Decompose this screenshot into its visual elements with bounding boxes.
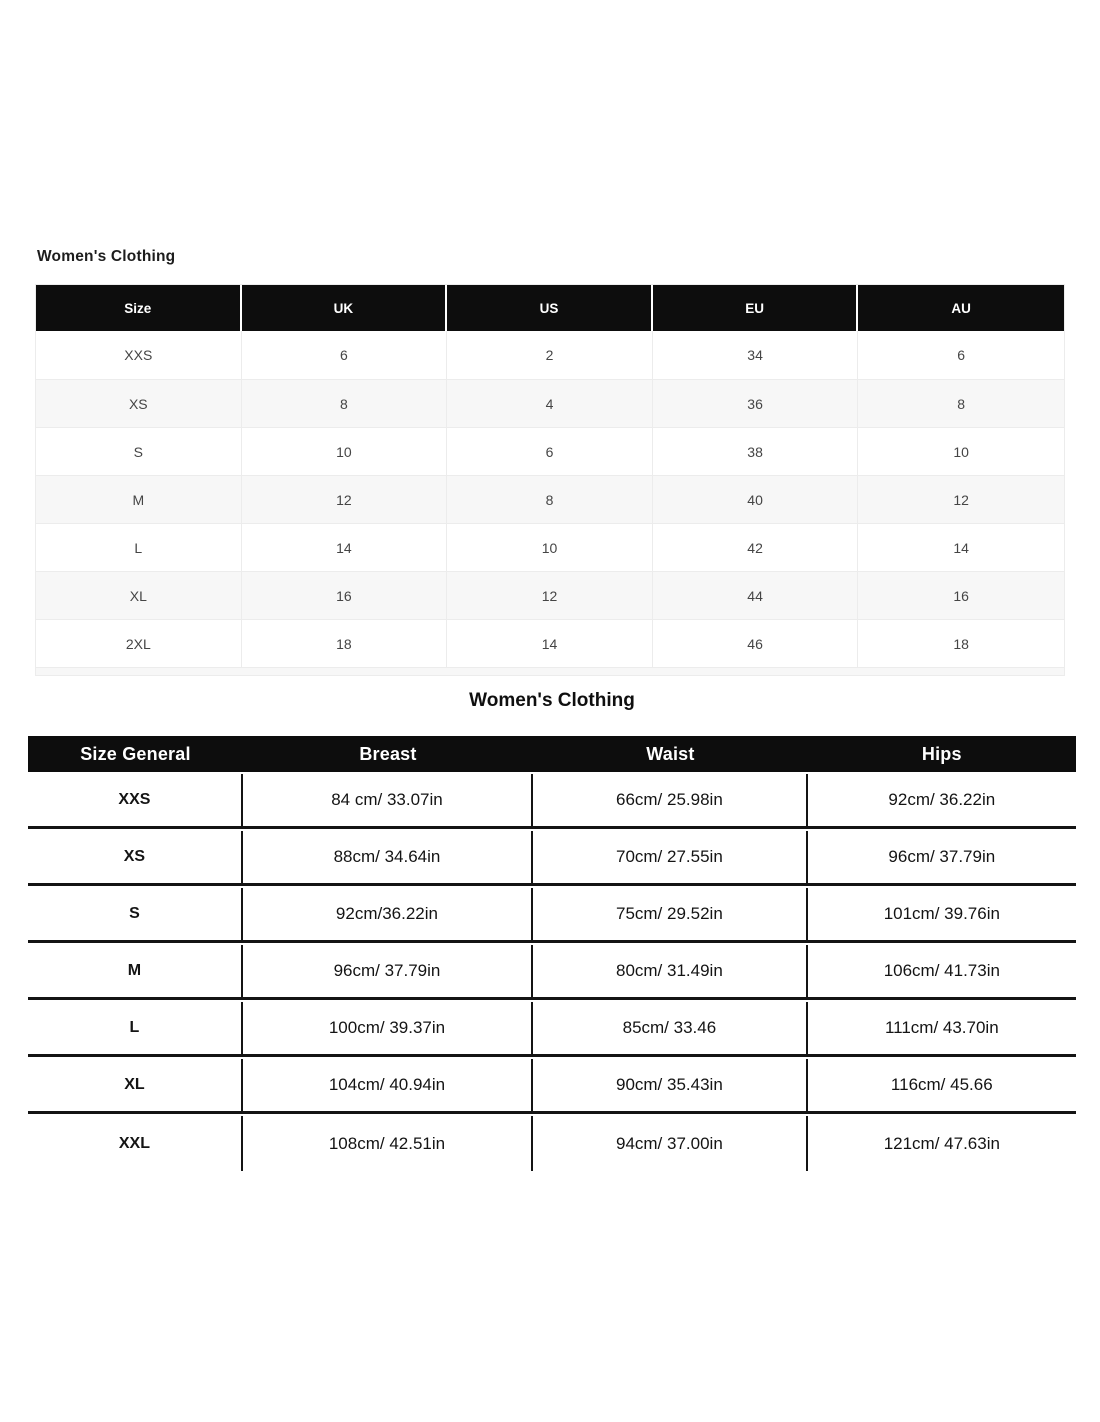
measurement-value: 75cm/ 29.52in	[533, 888, 808, 940]
measurement-value: 88cm/ 34.64in	[243, 831, 533, 883]
measurement-value: 100cm/ 39.37in	[243, 1002, 533, 1054]
size-value: 16	[242, 572, 448, 619]
measurement-value: 96cm/ 37.79in	[243, 945, 533, 997]
size-label: 2XL	[36, 620, 242, 667]
table1-row-l	[36, 523, 1064, 571]
size-value: 10	[447, 524, 653, 571]
table1-row-xxs	[36, 331, 1064, 379]
table1-row-2xl	[36, 619, 1064, 667]
size-value: 8	[957, 395, 966, 412]
table1-row-m	[36, 475, 1064, 523]
measurement-value: 85cm/ 33.46	[533, 1002, 808, 1054]
measurement-value: 121cm/ 47.63in	[883, 1133, 1000, 1153]
size-value: 14	[242, 524, 448, 571]
measurement-value: 92cm/ 36.22in	[888, 790, 996, 809]
international-size-table	[35, 284, 1065, 676]
table1-caption: Women's Clothing	[37, 248, 176, 265]
table2-row-xxl	[28, 1116, 1076, 1171]
table1-header-row	[36, 285, 1064, 331]
measurement-table	[28, 736, 1076, 1171]
size-value: 46	[653, 620, 859, 667]
size-value: 4	[447, 380, 653, 427]
size-value: 12	[447, 572, 653, 619]
size-label: XXL	[28, 1116, 243, 1171]
table2-row-xl	[28, 1059, 1076, 1114]
size-label: L	[36, 524, 242, 571]
size-label: XL	[36, 572, 242, 619]
table2-column-header-hips: Hips	[921, 743, 962, 764]
size-value: 14	[953, 539, 969, 556]
table2-row-xxs	[28, 774, 1076, 829]
size-label: XS	[36, 380, 242, 427]
measurement-value: 70cm/ 27.55in	[533, 831, 808, 883]
size-value: 44	[653, 572, 859, 619]
size-label: XXS	[28, 774, 243, 826]
table2-body	[28, 774, 1076, 1171]
table1-row-xl	[36, 571, 1064, 619]
table2-row-xs	[28, 831, 1076, 886]
measurement-value: 106cm/ 41.73in	[883, 961, 1000, 980]
measurement-value: 94cm/ 37.00in	[533, 1116, 808, 1171]
size-label: S	[36, 428, 242, 475]
table2-column-header-size-general: Size General	[80, 743, 191, 764]
size-label: XS	[28, 831, 243, 883]
size-label: M	[28, 945, 243, 997]
size-value: 6	[242, 331, 448, 379]
table1-column-header-uk: UK	[242, 285, 448, 331]
size-label: S	[28, 888, 243, 940]
table1-column-header-size: Size	[36, 285, 242, 331]
table1-row-xs	[36, 379, 1064, 427]
table2-column-header-breast: Breast	[359, 743, 417, 764]
measurement-value: 116cm/ 45.66	[890, 1075, 993, 1094]
size-value: 10	[242, 428, 448, 475]
measurement-value: 96cm/ 37.79in	[888, 847, 996, 866]
table2-column-header-waist: Waist	[646, 743, 695, 764]
table2-row-s	[28, 888, 1076, 943]
size-value: 40	[653, 476, 859, 523]
table1-column-header-au: AU	[858, 285, 1064, 331]
table1-row-s	[36, 427, 1064, 475]
size-value: 12	[953, 491, 969, 508]
size-value: 14	[447, 620, 653, 667]
size-label: L	[28, 1002, 243, 1054]
measurement-value: 108cm/ 42.51in	[243, 1116, 533, 1171]
size-value: 12	[242, 476, 448, 523]
table1-cutoff-row	[36, 667, 1064, 675]
size-value: 38	[653, 428, 859, 475]
size-value: 8	[242, 380, 448, 427]
size-label: XL	[28, 1059, 243, 1111]
measurement-value: 90cm/ 35.43in	[533, 1059, 808, 1111]
table1-body	[36, 331, 1064, 667]
size-value: 34	[653, 331, 859, 379]
size-value: 6	[447, 428, 653, 475]
measurement-value: 92cm/36.22in	[243, 888, 533, 940]
table2-title: Women's Clothing	[469, 690, 635, 711]
measurement-value: 104cm/ 40.94in	[243, 1059, 533, 1111]
size-value: 42	[653, 524, 859, 571]
measurement-value: 66cm/ 25.98in	[533, 774, 808, 826]
table2-row-l	[28, 1002, 1076, 1057]
size-value: 36	[653, 380, 859, 427]
measurement-value: 84 cm/ 33.07in	[243, 774, 533, 826]
table2-row-m	[28, 945, 1076, 1000]
size-value: 18	[242, 620, 448, 667]
size-value: 6	[957, 347, 966, 363]
size-label: M	[36, 476, 242, 523]
table2-header-row	[28, 736, 1076, 772]
size-value: 16	[953, 587, 969, 604]
measurement-value: 111cm/ 43.70in	[884, 1018, 999, 1037]
measurement-value: 80cm/ 31.49in	[533, 945, 808, 997]
size-value: 8	[447, 476, 653, 523]
measurement-value: 101cm/ 39.76in	[883, 904, 1000, 923]
table1-column-header-eu: EU	[653, 285, 859, 331]
size-label: XXS	[36, 331, 242, 379]
size-value: 18	[953, 635, 969, 652]
size-value: 10	[953, 443, 969, 460]
size-value: 2	[447, 331, 653, 379]
table1-column-header-us: US	[447, 285, 653, 331]
